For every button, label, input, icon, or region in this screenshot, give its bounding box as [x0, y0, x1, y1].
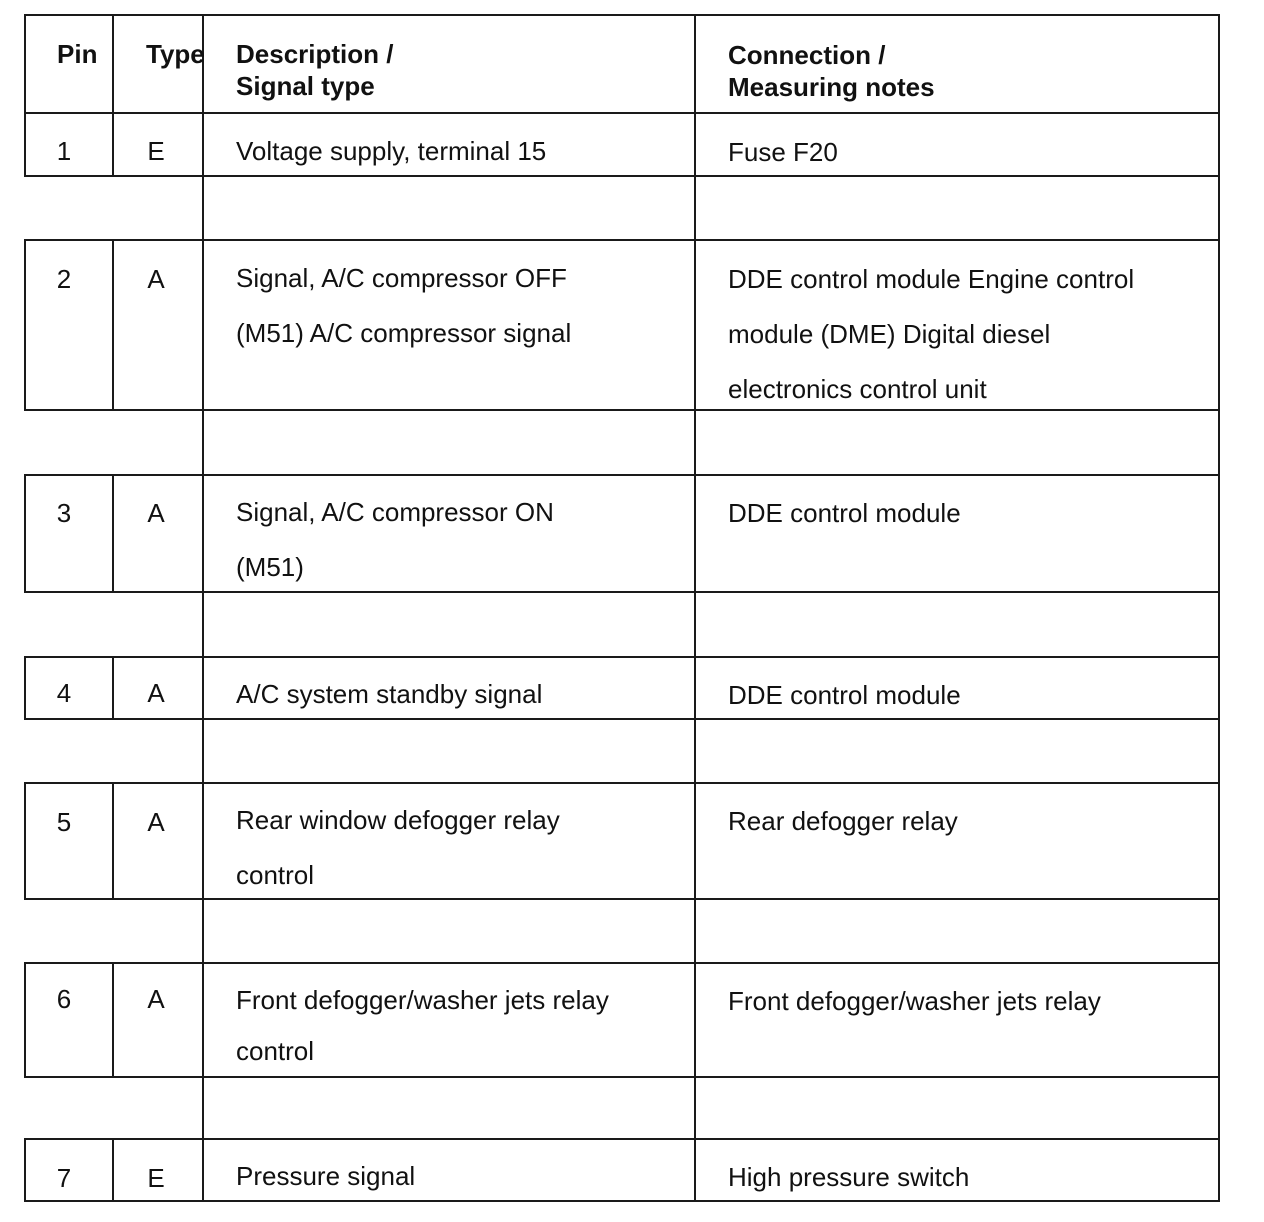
- type-cell: A: [147, 984, 165, 1014]
- description-line: Voltage supply, terminal 15: [236, 136, 547, 166]
- description-line: (M51): [236, 552, 304, 582]
- description-line: Signal, A/C compressor ON: [236, 497, 554, 527]
- pin-cell: 2: [56, 264, 72, 294]
- pin-cell: 7: [56, 1163, 72, 1193]
- header-connection-line1: Connection /: [728, 40, 886, 70]
- header-connection-line2: Measuring notes: [728, 72, 935, 102]
- connection-line: module (DME) Digital diesel: [728, 319, 1051, 349]
- type-cell: A: [147, 498, 165, 528]
- connection-line: Front defogger/washer jets relay: [728, 986, 1101, 1016]
- description-line: Front defogger/washer jets relay: [236, 985, 609, 1015]
- type-cell: A: [147, 678, 165, 708]
- description-line: Pressure signal: [236, 1161, 416, 1191]
- description-line: Rear window defogger relay: [236, 805, 560, 835]
- pin-cell: 1: [56, 136, 72, 166]
- table-border-right: [1218, 14, 1220, 1202]
- header-description-line1: Description /: [236, 39, 394, 69]
- type-cell: E: [147, 136, 165, 166]
- connection-line: DDE control module: [728, 498, 961, 528]
- connection-line: DDE control module Engine control: [728, 264, 1135, 294]
- pin-cell: 6: [56, 984, 72, 1014]
- description-line: (M51) A/C compressor signal: [236, 318, 572, 348]
- description-line: Signal, A/C compressor OFF: [236, 263, 567, 293]
- type-cell: A: [147, 264, 165, 294]
- connection-line: Rear defogger relay: [728, 806, 958, 836]
- header-description-line2: Signal type: [236, 71, 375, 101]
- pin-cell: 3: [56, 498, 72, 528]
- type-cell: A: [147, 807, 165, 837]
- description-line: control: [236, 860, 315, 890]
- connection-line: electronics control unit: [728, 374, 987, 404]
- col-divider-type-description: [202, 14, 204, 1202]
- col-divider-description-connection: [694, 14, 696, 1202]
- header-type: Type: [146, 39, 205, 69]
- type-cell: E: [147, 1163, 165, 1193]
- connection-line: DDE control module: [728, 680, 961, 710]
- header-pin: Pin: [57, 39, 98, 69]
- connection-line: High pressure switch: [728, 1162, 970, 1192]
- description-line: A/C system standby signal: [236, 679, 543, 709]
- description-line: control: [236, 1036, 315, 1066]
- pin-cell: 4: [56, 678, 72, 708]
- pin-cell: 5: [56, 807, 72, 837]
- connection-line: Fuse F20: [728, 137, 838, 167]
